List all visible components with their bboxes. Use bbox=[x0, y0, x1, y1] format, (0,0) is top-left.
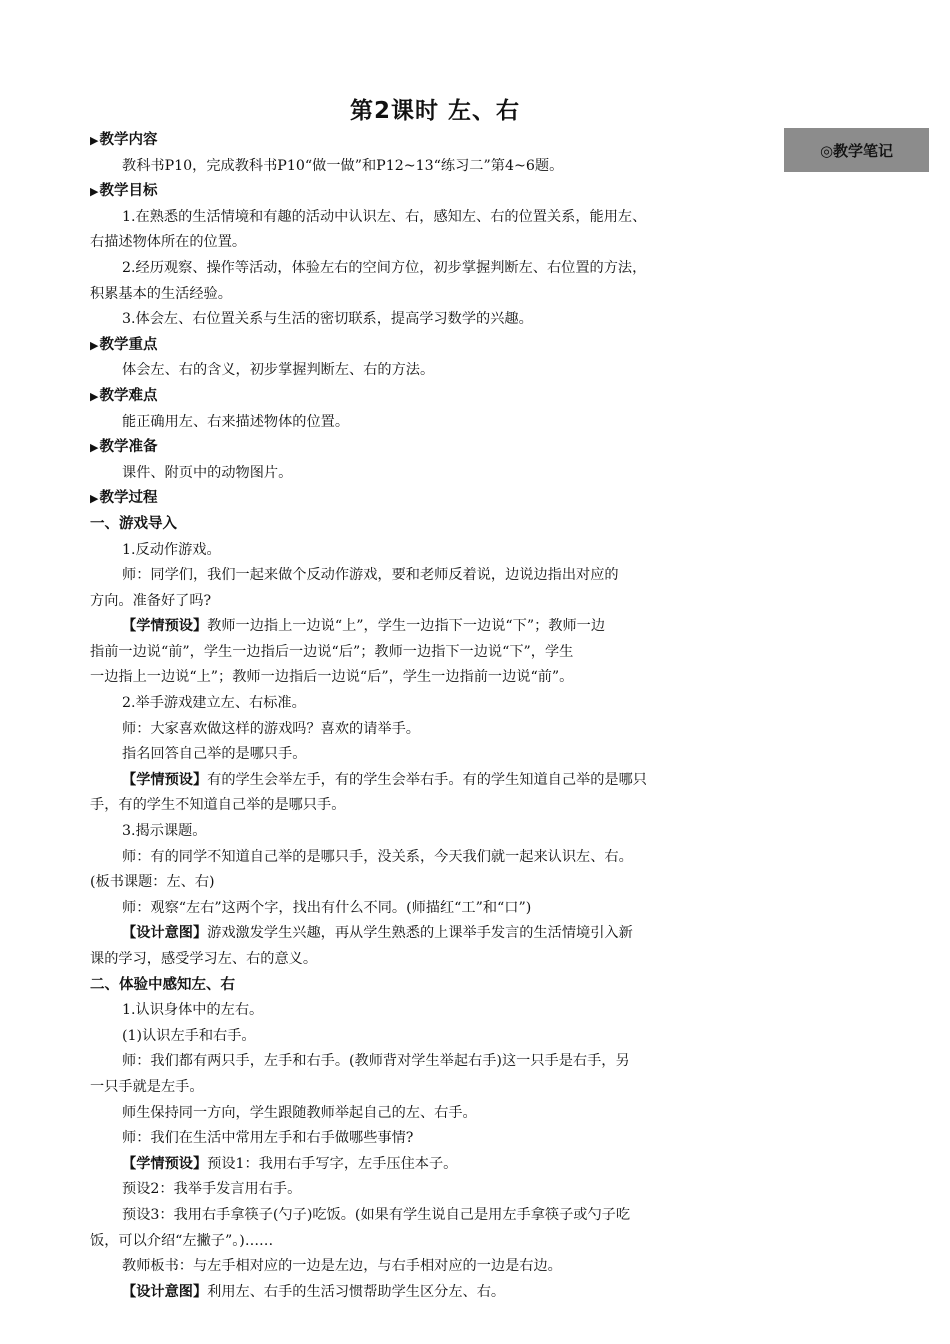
text-line-content: 方向。准备好了吗? bbox=[90, 592, 212, 609]
bullet-triangle-icon: ▶ bbox=[90, 134, 99, 147]
text-line bbox=[90, 665, 730, 691]
text-line-content: (1)认识左手和右手。 bbox=[122, 1027, 256, 1044]
text-line-content: 饭，可以介绍“左撇子”。)…… bbox=[90, 1232, 274, 1249]
text-line bbox=[90, 410, 730, 436]
text-line-content: 师：观察“左右”这两个字，找出有什么不同。(师描红“工”和“口”) bbox=[122, 899, 532, 916]
page-title: 第2课时 左、右 bbox=[349, 98, 520, 124]
text-line-content: 指前一边说“前”，学生一边指后一边说“后”；教师一边指下一边说“下”，学生 bbox=[90, 643, 574, 660]
section-heading bbox=[90, 435, 730, 461]
bullet-triangle-icon: ▶ bbox=[90, 389, 99, 403]
section-heading-text: 教学难点 bbox=[99, 387, 158, 404]
annotation-label: 【学情预设】 bbox=[122, 1155, 208, 1172]
text-line bbox=[90, 563, 730, 589]
annotation-label: 【设计意图】 bbox=[122, 1283, 208, 1300]
section-heading-text: 教学准备 bbox=[99, 439, 158, 456]
text-line bbox=[90, 230, 730, 256]
section-heading-text: 教学目标 bbox=[99, 183, 158, 200]
text-line bbox=[90, 691, 730, 717]
text-line bbox=[90, 1203, 730, 1229]
text-line bbox=[90, 358, 730, 384]
text-line-content: 能正确用左、右来描述物体的位置。 bbox=[122, 413, 350, 430]
text-line-content: 教师一边指上一边说“上”，学生一边指下一边说“下”；教师一边 bbox=[207, 618, 606, 635]
section-heading bbox=[90, 486, 730, 512]
text-line-content: 1.在熟悉的生活情境和有趣的活动中认识左、右，感知左、右的位置关系，能用左、 bbox=[122, 208, 647, 225]
text-line-content: 教科书P10，完成教科书P10“做一做”和P12~13“练习二”第4~6题。 bbox=[122, 157, 564, 174]
text-line-content: 师：我们都有两只手，左手和右手。(教师背对学生举起右手)这一只手是右手，另 bbox=[122, 1053, 630, 1070]
text-line bbox=[90, 1126, 730, 1152]
text-line bbox=[90, 256, 730, 282]
text-line bbox=[90, 742, 730, 768]
text-line bbox=[90, 896, 730, 922]
text-line-content: 有的学生会举左手，有的学生会举右手。有的学生知道自己举的是哪只 bbox=[207, 771, 647, 788]
text-line bbox=[90, 768, 730, 794]
text-line-content: 3.揭示课题。 bbox=[122, 823, 207, 840]
text-line bbox=[90, 947, 730, 973]
text-line bbox=[90, 717, 730, 743]
annotation-label: 【学情预设】 bbox=[122, 618, 208, 635]
annotation-label: 【设计意图】 bbox=[122, 925, 208, 942]
text-line-content: 利用左、右手的生活习惯帮助学生区分左、右。 bbox=[207, 1283, 506, 1300]
text-line bbox=[90, 1024, 730, 1050]
text-line bbox=[90, 1177, 730, 1203]
text-line bbox=[90, 282, 730, 308]
text-line bbox=[90, 461, 730, 487]
section-heading bbox=[90, 333, 730, 359]
section-heading bbox=[90, 384, 730, 410]
annotation-label: 【学情预设】 bbox=[122, 771, 208, 788]
text-line-content: 预设3：我用右手拿筷子(勺子)吃饭。(如果有学生说自己是用左手拿筷子或勺子吃 bbox=[122, 1206, 631, 1223]
text-line bbox=[90, 1075, 730, 1101]
text-line-content: 游戏激发学生兴趣，再从学生熟悉的上课举手发言的生活情境引入新 bbox=[207, 925, 633, 942]
text-line bbox=[90, 640, 730, 666]
text-line bbox=[90, 819, 730, 845]
text-line-content: 预设1：我用右手写字，左手压住本子。 bbox=[207, 1155, 458, 1172]
text-line bbox=[90, 870, 730, 896]
teaching-notes-box: ◎教学笔记 bbox=[784, 128, 929, 172]
text-line bbox=[90, 1101, 730, 1127]
section-heading bbox=[90, 128, 730, 154]
text-line-content: 3.体会左、右位置关系与生活的密切联系，提高学习数学的兴趣。 bbox=[122, 311, 533, 328]
section-heading-text: 教学重点 bbox=[99, 336, 158, 353]
text-line-content: 2.举手游戏建立左、右标准。 bbox=[122, 695, 306, 712]
text-line-content: 体会左、右的含义，初步掌握判断左、右的方法。 bbox=[122, 362, 435, 379]
text-line bbox=[90, 538, 730, 564]
section-heading-text: 教学内容 bbox=[99, 132, 158, 148]
bullet-triangle-icon: ▶ bbox=[90, 338, 99, 352]
text-line-content: 课件、附页中的动物图片。 bbox=[122, 464, 293, 481]
text-line-content: 教师板书：与左手相对应的一边是左边，与右手相对应的一边是右边。 bbox=[122, 1258, 562, 1275]
text-line-content: 积累基本的生活经验。 bbox=[90, 285, 232, 302]
text-line-content: 手，有的学生不知道自己举的是哪只手。 bbox=[90, 797, 346, 814]
bullet-triangle-icon: ▶ bbox=[90, 185, 99, 199]
bullet-triangle-icon: ▶ bbox=[90, 492, 99, 506]
text-line-content: 师：同学们，我们一起来做个反动作游戏，要和老师反着说，边说边指出对应的 bbox=[122, 567, 619, 584]
bullet-triangle-icon: ▶ bbox=[90, 441, 99, 455]
text-line bbox=[90, 154, 730, 180]
text-line-content: 一只手就是左手。 bbox=[90, 1078, 204, 1095]
subsection-heading: 二、体验中感知左、右 bbox=[90, 976, 235, 993]
text-line bbox=[90, 614, 730, 640]
text-line bbox=[90, 589, 730, 615]
text-line-content: (板书课题：左、右) bbox=[90, 874, 215, 891]
text-line bbox=[90, 998, 730, 1024]
text-line bbox=[90, 921, 730, 947]
text-line-content: 师：有的同学不知道自己举的是哪只手，没关系，今天我们就一起来认识左、右。 bbox=[122, 848, 633, 865]
text-line bbox=[90, 793, 730, 819]
text-line-content: 一边指上一边说“上”；教师一边指后一边说“后”，学生一边指前一边说“前”。 bbox=[90, 669, 574, 686]
text-line bbox=[90, 1254, 730, 1280]
text-line bbox=[90, 845, 730, 871]
text-line-content: 1.反动作游戏。 bbox=[122, 541, 221, 558]
text-line-content: 2.经历观察、操作等活动，体验左右的空间方位，初步掌握判断左、右位置的方法， bbox=[122, 259, 647, 276]
lesson-content bbox=[90, 128, 730, 1305]
text-line-content: 师生保持同一方向，学生跟随教师举起自己的左、右手。 bbox=[122, 1104, 477, 1121]
section-heading bbox=[90, 179, 730, 205]
text-line-content: 课的学习，感受学习左、右的意义。 bbox=[90, 951, 318, 967]
text-line-content: 指名回答自己举的是哪只手。 bbox=[122, 746, 307, 763]
text-line bbox=[90, 1280, 730, 1306]
text-line bbox=[90, 307, 730, 333]
subsection-heading: 一、游戏导入 bbox=[90, 515, 177, 532]
text-line-content: 右描述物体所在的位置。 bbox=[90, 234, 247, 251]
text-line-content: 1.认识身体中的左右。 bbox=[122, 1002, 264, 1019]
text-line-content: 预设2：我举手发言用右手。 bbox=[122, 1181, 302, 1198]
section-heading-text: 教学过程 bbox=[99, 490, 158, 507]
text-line-content: 师：我们在生活中常用左手和右手做哪些事情? bbox=[122, 1130, 414, 1147]
text-line-content: 师：大家喜欢做这样的游戏吗？喜欢的请举手。 bbox=[122, 720, 420, 737]
text-line bbox=[90, 1152, 730, 1178]
text-line bbox=[90, 1049, 730, 1075]
text-line bbox=[90, 205, 730, 231]
text-line bbox=[90, 1229, 730, 1255]
